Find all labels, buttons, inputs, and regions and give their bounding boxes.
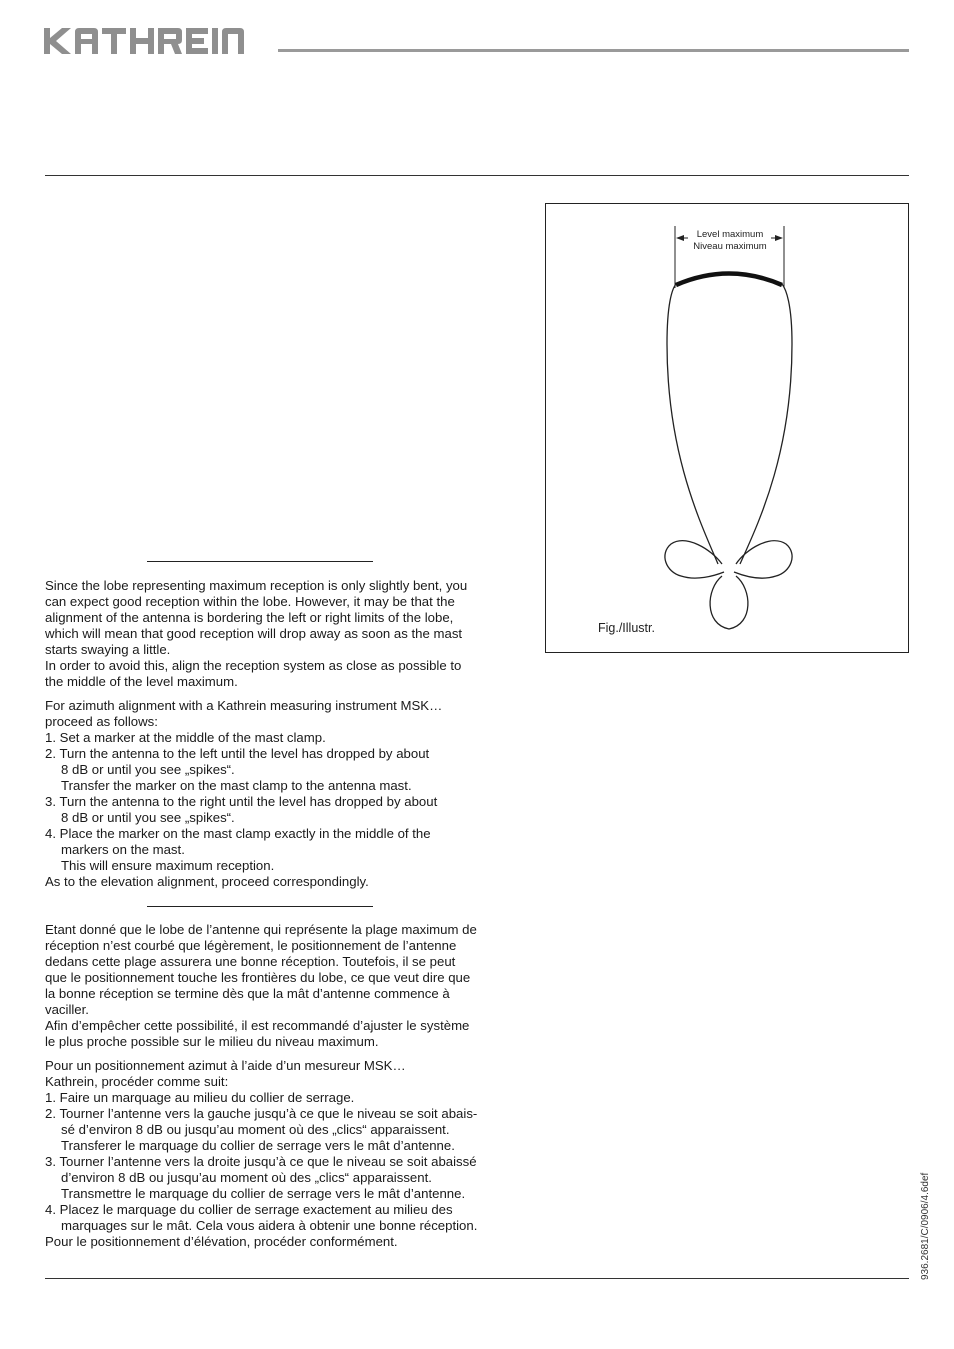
list-item: 3. Tourner l’antenne vers la droite jusqu’à ce que le niveau se soit abaissé d’environ 8 dB ou jusqu’au moment où des „clics“ apparaissent. Transmettre le marquage du collier de serrage vers le mât d’antenne. (45, 1154, 477, 1201)
english-steps-list (45, 730, 525, 874)
document-code: 936.2681/C/0906/4.6def (920, 1172, 931, 1280)
kathrein-logo (44, 28, 268, 54)
english-steps-intro: proceed as follows: (45, 714, 158, 729)
left-side-lobe (665, 541, 724, 578)
french-intro-line: Etant donné que le lobe de l’antenne qui représente la plage maximum de (45, 922, 477, 937)
back-lobe (710, 576, 748, 629)
figure-caption: Fig./Illustr. (598, 621, 655, 635)
list-item: 4. Placez le marquage du collier de serrage exactement au milieu des marquages sur le mât. Cela vous aidera à obtenir une bonne réception. (45, 1202, 478, 1233)
list-item: 3. Turn the antenna to the right until the level has dropped by about 8 dB or until you see „spikes“. (45, 794, 438, 825)
french-section-rule (147, 906, 373, 907)
niveau-maximum-label: Niveau maximum (693, 241, 767, 252)
english-intro2-line: the middle of the level maximum. (45, 674, 238, 689)
level-maximum-label: Level maximum (696, 229, 764, 240)
main-lobe (667, 273, 792, 565)
english-closing: As to the elevation alignment, proceed correspondingly. (45, 874, 369, 889)
level-maximum-arc (676, 274, 782, 286)
french-intro2-line: le plus proche possible sur le milieu du niveau maximum. (45, 1034, 379, 1049)
french-steps-intro: Kathrein, procéder comme suit: (45, 1074, 229, 1089)
top-rule (45, 175, 909, 176)
french-intro-line: réception n’est courbé que légèrement, le positionnement de l’antenne (45, 938, 457, 953)
french-steps-list (45, 1090, 525, 1234)
header-rule (278, 49, 909, 52)
english-intro-line: alignment of the antenna is bordering the left or right limits of the lobe, (45, 610, 454, 625)
list-item: 1. Faire un marquage au milieu du collier de serrage. (45, 1090, 355, 1105)
french-steps-intro: Pour un positionnement azimut à l’aide d’un mesureur MSK… (45, 1058, 406, 1073)
english-intro-line: can expect good reception within the lobe. However, it may be that the (45, 594, 455, 609)
french-intro-line: que le positionnement touche les frontières du lobe, ce que veut dire que (45, 970, 471, 985)
bottom-rule (45, 1278, 909, 1279)
english-intro-line: which will mean that good reception will drop away as soon as the mast (45, 626, 463, 641)
list-item: 4. Place the marker on the mast clamp exactly in the middle of the markers on the mast. This will ensure maximum reception. (45, 826, 431, 873)
english-section (45, 578, 525, 890)
french-intro-line: la bonne réception se termine dès que la mât d’antenne commence à (45, 986, 450, 1001)
french-closing: Pour le positionnement d’élévation, procéder conformément. (45, 1234, 398, 1249)
french-intro-line: vaciller. (45, 1002, 89, 1017)
english-intro-line: starts swaying a little. (45, 642, 171, 657)
list-item: 1. Set a marker at the middle of the mast clamp. (45, 730, 326, 745)
lobe-diagram (546, 204, 908, 652)
french-section (45, 922, 525, 1250)
english-section-rule (147, 561, 373, 562)
english-intro-line: Since the lobe representing maximum reception is only slightly bent, you (45, 578, 468, 593)
french-intro2-line: Afin d’empêcher cette possibilité, il est recommandé d’ajuster le système (45, 1018, 470, 1033)
english-intro2-line: In order to avoid this, align the reception system as close as possible to (45, 658, 462, 673)
english-steps-intro: For azimuth alignment with a Kathrein measuring instrument MSK… (45, 698, 443, 713)
list-item: 2. Tourner l’antenne vers la gauche jusqu’à ce que le niveau se soit abais- sé d’environ 8 dB ou jusqu’au moment où des „clics“ apparaissent. Transferer le marquage du collier de serrage vers le mât d’antenne. (45, 1106, 478, 1153)
list-item: 2. Turn the antenna to the left until the level has dropped by about 8 dB or until you see „spikes“. Transfer the marker on the mast clamp to the antenna mast. (45, 746, 430, 793)
antenna-lobe-figure (545, 203, 909, 653)
french-intro-line: dedans cette plage assurera une bonne réception. Toutefois, il se peut (45, 954, 456, 969)
